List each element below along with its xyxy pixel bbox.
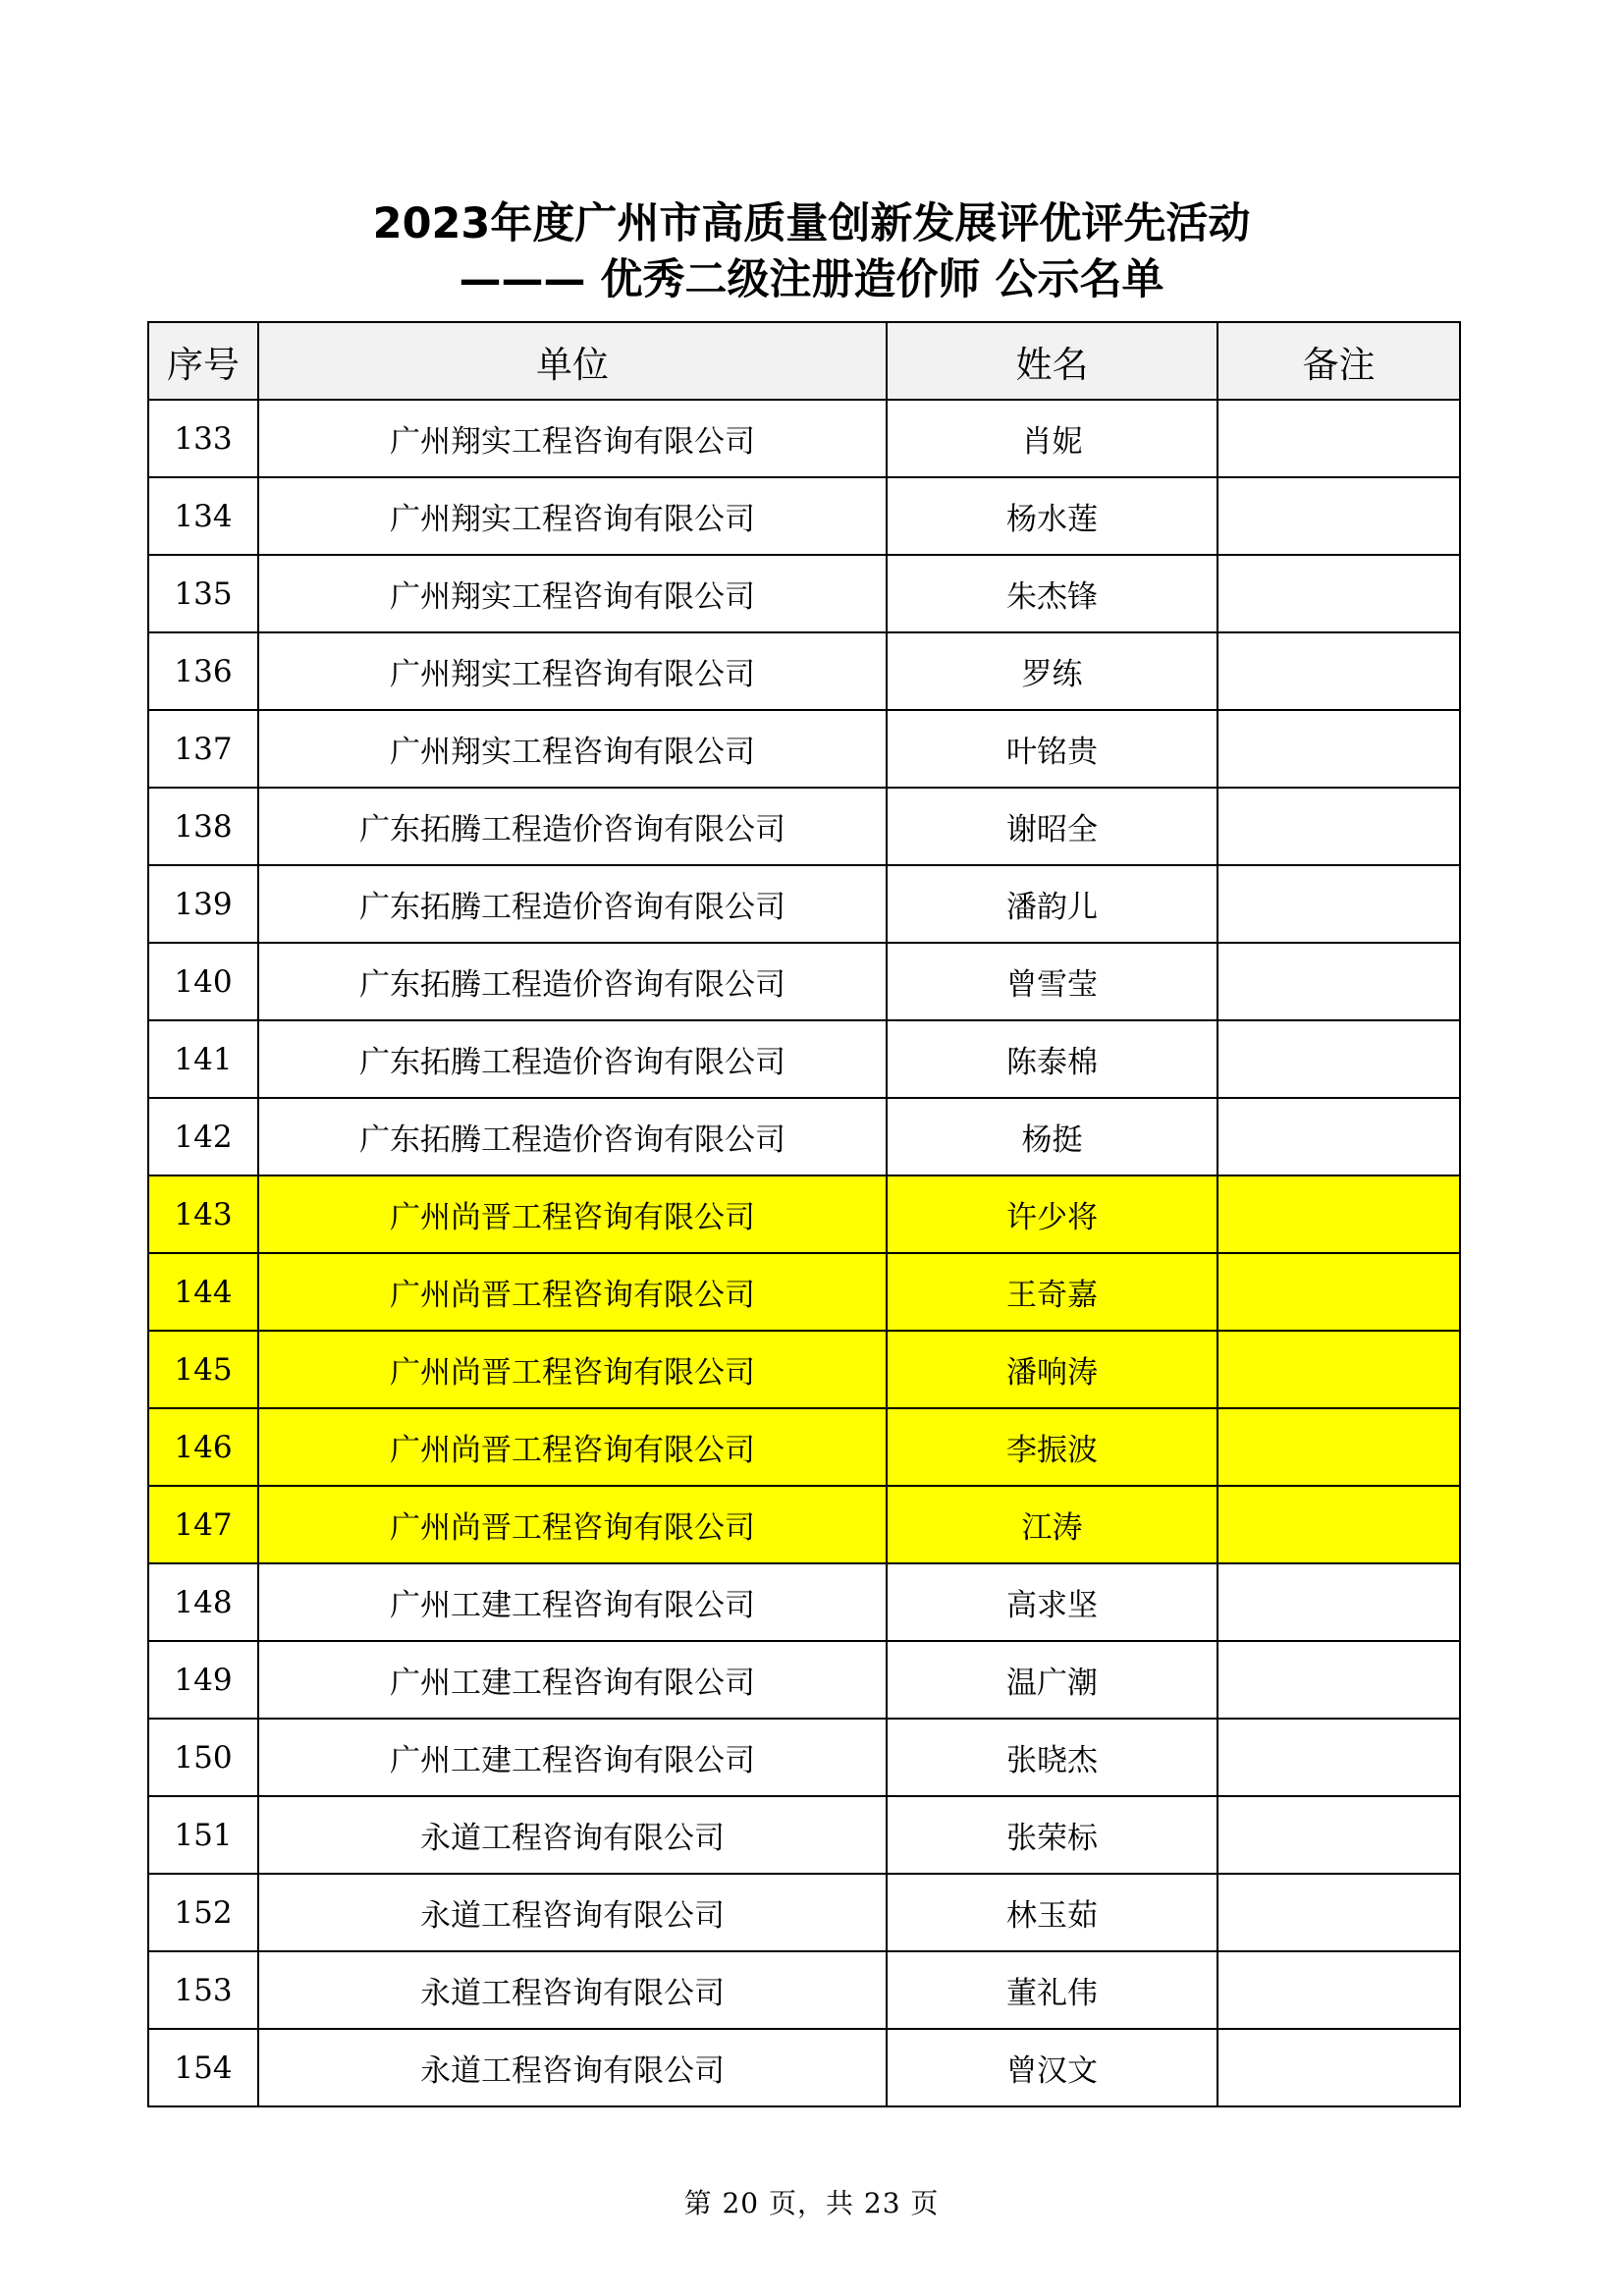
table-row <box>148 2029 1460 2106</box>
cell-remark <box>1217 555 1460 632</box>
table-row <box>148 1486 1460 1563</box>
cell-seq: 142 <box>148 1098 258 1175</box>
cell-name: 潘韵儿 <box>887 865 1217 943</box>
cell-remark <box>1217 632 1460 710</box>
cell-unit: 广州翔实工程咨询有限公司 <box>258 555 887 632</box>
cell-name: 张晓杰 <box>887 1719 1217 1796</box>
cell-remark <box>1217 1719 1460 1796</box>
table-row <box>148 1020 1460 1098</box>
cell-remark <box>1217 710 1460 788</box>
cell-name: 董礼伟 <box>887 1951 1217 2029</box>
cell-remark <box>1217 477 1460 555</box>
cell-seq: 149 <box>148 1641 258 1719</box>
cell-name: 张荣标 <box>887 1796 1217 1874</box>
cell-unit: 广州工建工程咨询有限公司 <box>258 1563 887 1641</box>
cell-remark <box>1217 1796 1460 1874</box>
header-name: 姓名 <box>887 322 1217 400</box>
cell-remark <box>1217 400 1460 477</box>
cell-name: 谢昭全 <box>887 788 1217 865</box>
cell-seq: 146 <box>148 1408 258 1486</box>
cell-seq: 135 <box>148 555 258 632</box>
cell-seq: 133 <box>148 400 258 477</box>
cell-name: 肖妮 <box>887 400 1217 477</box>
cell-name: 杨水莲 <box>887 477 1217 555</box>
cell-seq: 134 <box>148 477 258 555</box>
cell-remark <box>1217 1641 1460 1719</box>
cell-unit: 广州翔实工程咨询有限公司 <box>258 477 887 555</box>
cell-name: 朱杰锋 <box>887 555 1217 632</box>
table-row <box>148 1408 1460 1486</box>
cell-seq: 137 <box>148 710 258 788</box>
cell-name: 曾雪莹 <box>887 943 1217 1020</box>
cell-seq: 140 <box>148 943 258 1020</box>
cell-unit: 永道工程咨询有限公司 <box>258 1796 887 1874</box>
cell-remark <box>1217 1020 1460 1098</box>
cell-unit: 广州工建工程咨询有限公司 <box>258 1641 887 1719</box>
table-row <box>148 1641 1460 1719</box>
cell-remark <box>1217 1331 1460 1408</box>
table-row <box>148 788 1460 865</box>
table-row <box>148 1175 1460 1253</box>
cell-name: 叶铭贵 <box>887 710 1217 788</box>
table-row <box>148 943 1460 1020</box>
cell-remark <box>1217 2029 1460 2106</box>
roster-body <box>148 400 1460 2106</box>
cell-seq: 147 <box>148 1486 258 1563</box>
table-row <box>148 1331 1460 1408</box>
cell-seq: 154 <box>148 2029 258 2106</box>
cell-seq: 150 <box>148 1719 258 1796</box>
cell-unit: 永道工程咨询有限公司 <box>258 1951 887 2029</box>
cell-remark <box>1217 1486 1460 1563</box>
cell-seq: 141 <box>148 1020 258 1098</box>
roster-table <box>147 321 1461 2107</box>
cell-seq: 143 <box>148 1175 258 1253</box>
cell-remark <box>1217 865 1460 943</box>
cell-unit: 广东拓腾工程造价咨询有限公司 <box>258 1020 887 1098</box>
table-row <box>148 710 1460 788</box>
cell-unit: 广东拓腾工程造价咨询有限公司 <box>258 1098 887 1175</box>
cell-seq: 136 <box>148 632 258 710</box>
cell-name: 李振波 <box>887 1408 1217 1486</box>
cell-remark <box>1217 1098 1460 1175</box>
cell-remark <box>1217 1563 1460 1641</box>
cell-remark <box>1217 1253 1460 1331</box>
cell-name: 王奇嘉 <box>887 1253 1217 1331</box>
cell-seq: 153 <box>148 1951 258 2029</box>
cell-unit: 广州工建工程咨询有限公司 <box>258 1719 887 1796</box>
cell-seq: 151 <box>148 1796 258 1874</box>
table-row <box>148 1951 1460 2029</box>
table-row <box>148 1098 1460 1175</box>
table-row <box>148 477 1460 555</box>
cell-seq: 148 <box>148 1563 258 1641</box>
table-row <box>148 1253 1460 1331</box>
cell-remark <box>1217 1175 1460 1253</box>
cell-unit: 永道工程咨询有限公司 <box>258 1874 887 1951</box>
cell-unit: 广州翔实工程咨询有限公司 <box>258 632 887 710</box>
cell-unit: 永道工程咨询有限公司 <box>258 2029 887 2106</box>
cell-name: 林玉茹 <box>887 1874 1217 1951</box>
page-footer: 第 20 页，共 23 页 <box>683 2187 940 2219</box>
header-remark: 备注 <box>1217 322 1460 400</box>
title-line-2: ——— 优秀二级注册造价师 公示名单 <box>459 255 1164 304</box>
cell-unit: 广州尚晋工程咨询有限公司 <box>258 1486 887 1563</box>
cell-seq: 145 <box>148 1331 258 1408</box>
table-row <box>148 632 1460 710</box>
cell-name: 罗练 <box>887 632 1217 710</box>
table-row <box>148 1563 1460 1641</box>
cell-name: 许少将 <box>887 1175 1217 1253</box>
table-row <box>148 1874 1460 1951</box>
cell-unit: 广州尚晋工程咨询有限公司 <box>258 1331 887 1408</box>
cell-unit: 广东拓腾工程造价咨询有限公司 <box>258 788 887 865</box>
cell-name: 曾汉文 <box>887 2029 1217 2106</box>
cell-name: 温广潮 <box>887 1641 1217 1719</box>
cell-unit: 广州尚晋工程咨询有限公司 <box>258 1253 887 1331</box>
table-header-row <box>148 322 1460 400</box>
cell-remark <box>1217 1408 1460 1486</box>
cell-unit: 广州翔实工程咨询有限公司 <box>258 400 887 477</box>
cell-remark <box>1217 1951 1460 2029</box>
cell-seq: 138 <box>148 788 258 865</box>
cell-remark <box>1217 943 1460 1020</box>
cell-name: 陈泰棉 <box>887 1020 1217 1098</box>
table-row <box>148 1796 1460 1874</box>
table-row <box>148 400 1460 477</box>
page-title <box>0 196 1623 308</box>
cell-unit: 广东拓腾工程造价咨询有限公司 <box>258 943 887 1020</box>
table-row <box>148 1719 1460 1796</box>
cell-unit: 广东拓腾工程造价咨询有限公司 <box>258 865 887 943</box>
cell-unit: 广州尚晋工程咨询有限公司 <box>258 1408 887 1486</box>
cell-unit: 广州尚晋工程咨询有限公司 <box>258 1175 887 1253</box>
table-row <box>148 865 1460 943</box>
header-seq: 序号 <box>148 322 258 400</box>
header-unit: 单位 <box>258 322 887 400</box>
cell-seq: 152 <box>148 1874 258 1951</box>
cell-remark <box>1217 788 1460 865</box>
title-line-1: 2023年度广州市高质量创新发展评优评先活动 <box>372 199 1251 248</box>
cell-seq: 144 <box>148 1253 258 1331</box>
cell-remark <box>1217 1874 1460 1951</box>
cell-unit: 广州翔实工程咨询有限公司 <box>258 710 887 788</box>
table-row <box>148 555 1460 632</box>
cell-name: 杨挺 <box>887 1098 1217 1175</box>
cell-name: 潘响涛 <box>887 1331 1217 1408</box>
cell-name: 高求坚 <box>887 1563 1217 1641</box>
cell-seq: 139 <box>148 865 258 943</box>
cell-name: 江涛 <box>887 1486 1217 1563</box>
